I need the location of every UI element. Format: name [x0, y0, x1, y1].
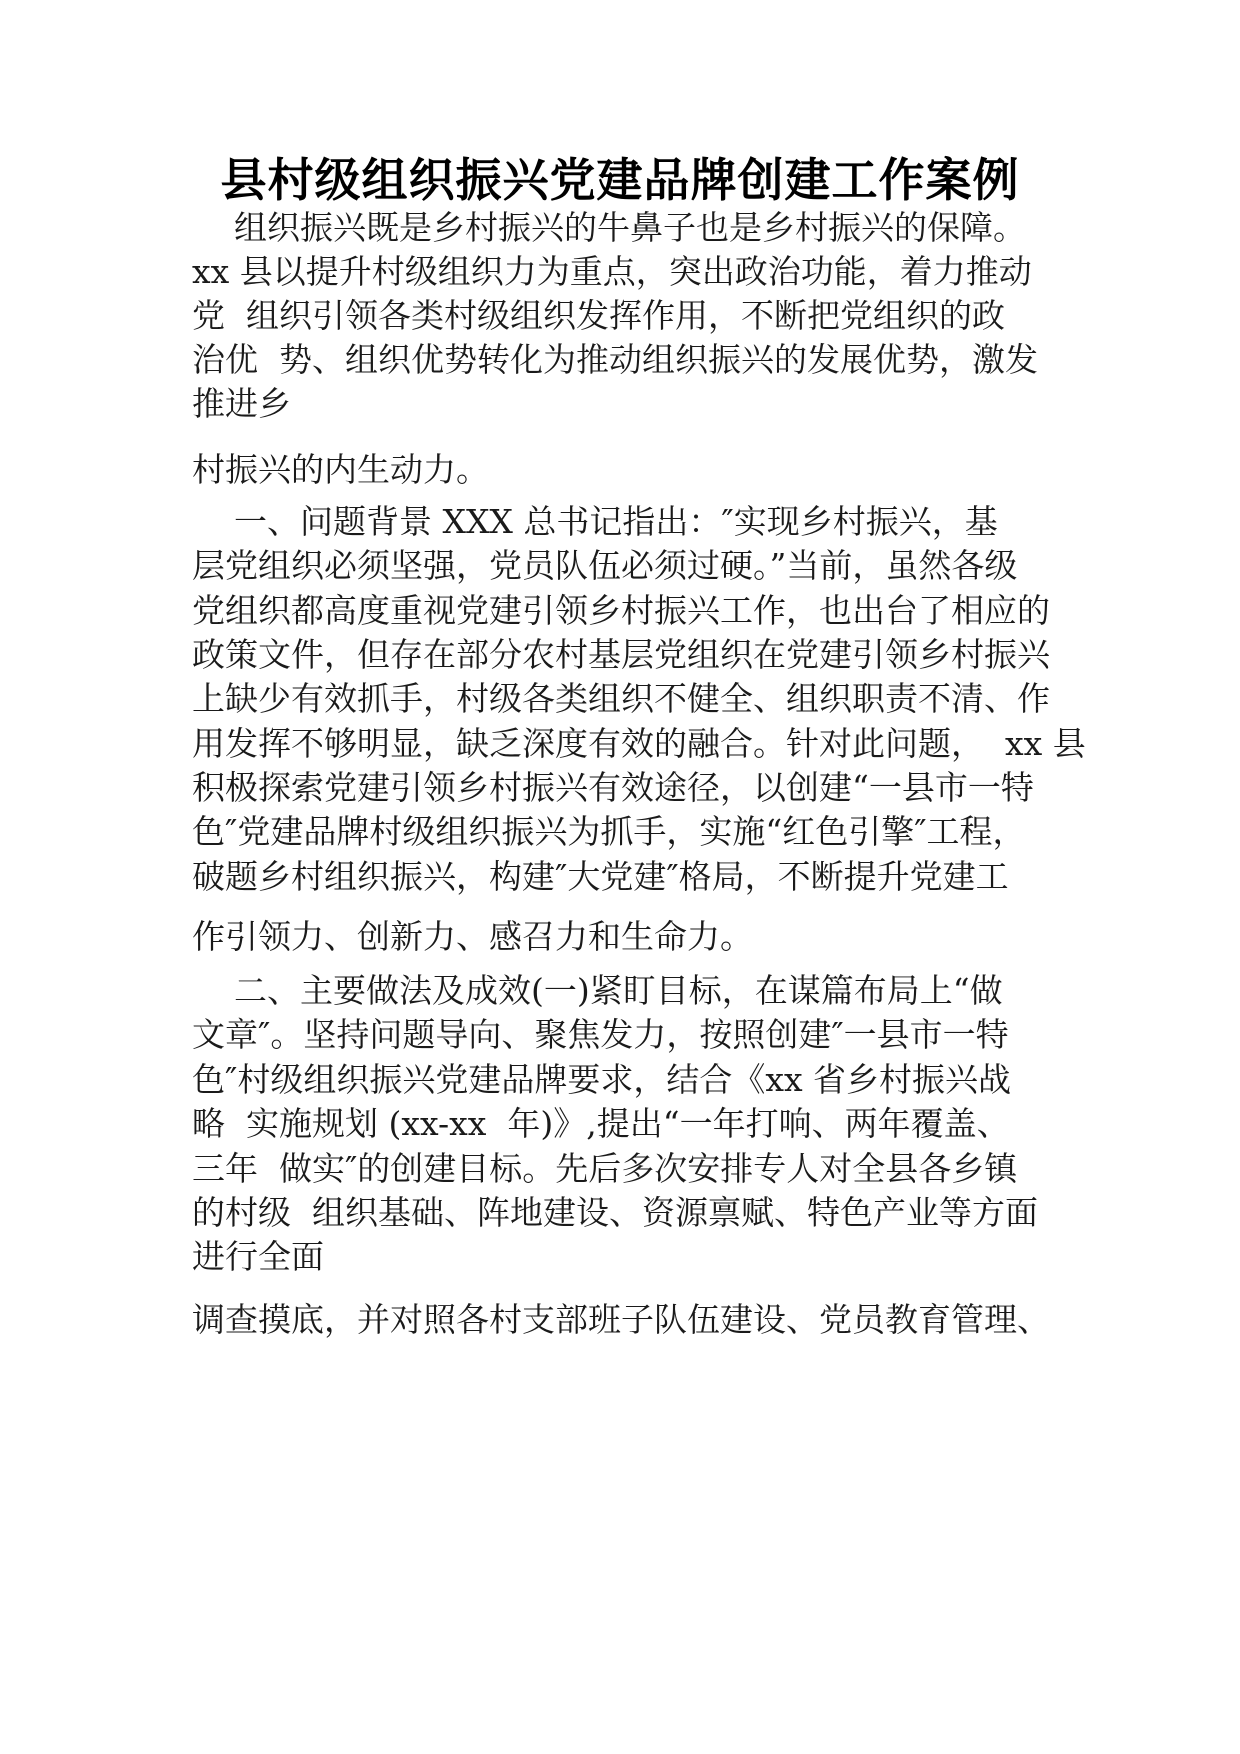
body-line: 进行全面 [192, 1237, 324, 1276]
body-line: 色″党建品牌村级组织振兴为抓手，实施“红色引擎″工程， [192, 812, 1026, 851]
body-line: 党 组织引领各类村级组织发挥作用，不断把党组织的政 [192, 296, 1005, 335]
body-line: 三年 做实″的创建目标。先后多次安排专人对全县各乡镇 [192, 1149, 1018, 1188]
body-line: 色″村级组织振兴党建品牌要求，结合《xx 省乡村振兴战 [192, 1060, 1012, 1099]
body-line: 文章″。坚持问题导向、聚焦发力，按照创建″一县市一特 [192, 1015, 1009, 1054]
body-line: 调查摸底，并对照各村支部班子队伍建设、党员教育管理、 [192, 1300, 1050, 1339]
body-line: 村振兴的内生动力。 [192, 450, 489, 489]
body-line: 略 实施规划 (xx-xx 年)》,提出“一年打响、两年覆盖、 [192, 1104, 1010, 1143]
body-line: 作引领力、创新力、感召力和生命力。 [192, 917, 753, 956]
document-title: 县村级组织振兴党建品牌创建工作案例 [220, 153, 1020, 207]
body-line: 一、问题背景 XXX 总书记指出：″实现乡村振兴，基 [192, 502, 998, 541]
body-line: 破题乡村组织振兴，构建″大党建″格局，不断提升党建工 [192, 857, 1009, 896]
body-line: 用发挥不够明显，缺乏深度有效的融合。针对此问题， xx 县 [192, 724, 1086, 763]
body-line: 积极探索党建引领乡村振兴有效途径，以创建“一县市一特 [192, 768, 1034, 807]
body-line: xx 县以提升村级组织力为重点，突出政治功能，着力推动 [192, 252, 1032, 291]
body-line: 治优 势、组织优势转化为推动组织振兴的发展优势，激发 [192, 340, 1038, 379]
body-line: 的村级 组织基础、阵地建设、资源禀赋、特色产业等方面 [192, 1193, 1038, 1232]
body-line: 组织振兴既是乡村振兴的牛鼻子也是乡村振兴的保障。 [192, 208, 1026, 247]
body-line: 政策文件，但存在部分农村基层党组织在党建引领乡村振兴 [192, 635, 1050, 674]
body-line: 层党组织必须坚强，党员队伍必须过硬。”当前，虽然各级 [192, 546, 1018, 585]
body-line: 推进乡 [192, 384, 291, 423]
body-line: 党组织都高度重视党建引领乡村振兴工作，也出台了相应的 [192, 591, 1050, 630]
body-line: 上缺少有效抓手，村级各类组织不健全、组织职责不清、作 [192, 679, 1050, 718]
body-line: 二、主要做法及成效(一)紧盯目标，在谋篇布局上“做 [192, 971, 1003, 1010]
